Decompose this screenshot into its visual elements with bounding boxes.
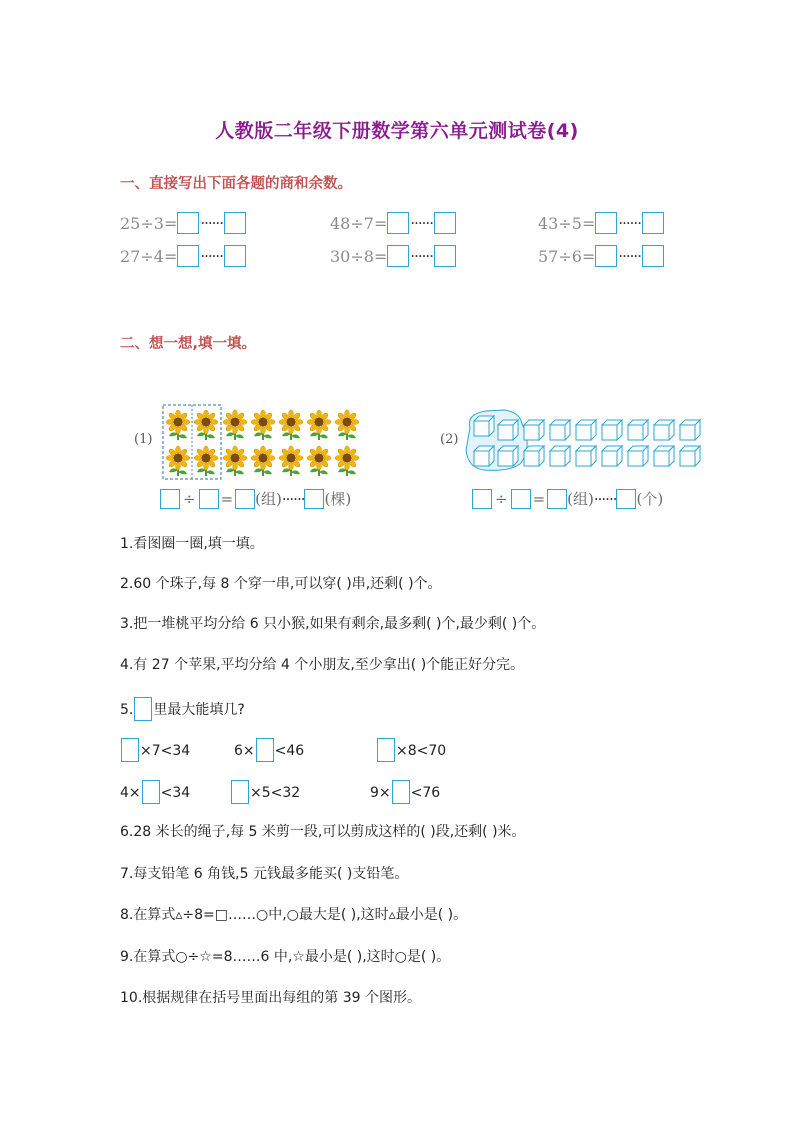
quotient-box[interactable] [595,212,617,234]
answer-box[interactable] [231,780,249,804]
answer-box[interactable] [256,738,274,762]
picture-1-label: (1) [134,432,153,447]
quotient-box[interactable] [387,245,409,267]
answer-box[interactable] [547,489,567,509]
fill-row-2 [472,488,663,509]
answer-box[interactable] [142,780,160,804]
question-5-number: 5. [120,702,134,718]
answer-box[interactable] [160,489,180,509]
equation-text: 48÷7= [330,213,388,233]
divide-sign: ÷ [495,489,508,508]
inequality-text: 9× [370,785,391,801]
equation-row [120,210,246,236]
remainder-box[interactable] [434,212,456,234]
inequality-text: 4× [120,785,141,801]
dots: ······ [618,214,641,232]
dots: ······ [281,489,305,508]
question-5-text: 里最大能填几? [153,702,245,718]
equation-text: 25÷3= [120,213,178,233]
question-2: 2.60 个珠子,每 8 个穿一串,可以穿( )串,还剩( )个。 [120,576,442,592]
equation-row [330,243,456,269]
answer-box[interactable] [511,489,531,509]
inequality-c [376,738,446,762]
answer-box[interactable] [134,697,152,721]
inequality-text: <76 [410,785,441,801]
unit-label: (组) [567,490,594,508]
equals-sign: = [532,489,546,508]
dots: ······ [593,489,617,508]
question-5 [120,697,245,721]
question-7: 7.每支铅笔 6 角钱,5 元钱最多能买( )支铅笔。 [120,866,409,882]
quotient-box[interactable] [177,212,199,234]
sunflower-picture [160,402,370,482]
question-6: 6.28 米长的绳子,每 5 米剪一段,可以剪成这样的( )段,还剩( )米。 [120,824,526,840]
question-4: 4.有 27 个苹果,平均分给 4 个小朋友,至少拿出( )个能正好分完。 [120,657,525,673]
dots: ······ [410,247,433,265]
inequality-f [370,780,440,804]
answer-box[interactable] [616,489,636,509]
equation-row [538,243,664,269]
remainder-box[interactable] [642,212,664,234]
remainder-box[interactable] [642,245,664,267]
page-title: 人教版二年级下册数学第六单元测试卷(4) [215,120,579,142]
inequality-text: <46 [274,743,305,759]
inequality-text: <34 [160,785,191,801]
answer-box[interactable] [235,489,255,509]
equation-row [120,243,246,269]
unit-label: (棵) [324,490,352,508]
inequality-e [230,780,300,804]
inequality-text: ×8<70 [396,743,447,759]
remainder-box[interactable] [434,245,456,267]
dots: ······ [410,214,433,232]
inequality-text: ×7<34 [140,743,191,759]
quotient-box[interactable] [387,212,409,234]
cube-picture [464,408,710,474]
inequality-d [120,780,190,804]
section-2-heading: 二、想一想,填一填。 [120,336,257,352]
inequality-text: ×5<32 [250,785,301,801]
unit-label: (组) [255,490,282,508]
equation-text: 57÷6= [538,246,596,266]
dots: ······ [200,214,223,232]
picture-2-label: (2) [440,432,459,447]
remainder-box[interactable] [224,245,246,267]
inequality-a [120,738,190,762]
answer-box[interactable] [377,738,395,762]
answer-box[interactable] [121,738,139,762]
inequality-text: 6× [234,743,255,759]
question-10: 10.根据规律在括号里面出每组的第 39 个图形。 [120,990,421,1006]
equation-text: 30÷8= [330,246,388,266]
remainder-box[interactable] [224,212,246,234]
equation-row [538,210,664,236]
question-1: 1.看图圈一圈,填一填。 [120,536,264,552]
quotient-box[interactable] [177,245,199,267]
unit-label: (个) [636,490,664,508]
question-9: 9.在算式○÷☆=8……6 中,☆最小是( ),这时○是( )。 [120,949,451,965]
dots: ······ [618,247,641,265]
divide-sign: ÷ [183,489,196,508]
answer-box[interactable] [304,489,324,509]
quotient-box[interactable] [595,245,617,267]
equation-row [330,210,456,236]
answer-box[interactable] [472,489,492,509]
answer-box[interactable] [392,780,410,804]
equation-text: 43÷5= [538,213,596,233]
dots: ······ [200,247,223,265]
inequality-b [234,738,304,762]
equation-text: 27÷4= [120,246,178,266]
fill-row-1 [160,488,351,509]
answer-box[interactable] [199,489,219,509]
question-8: 8.在算式▵÷8=□……○中,○最大是( ),这时▵最小是( )。 [120,907,468,923]
equals-sign: = [220,489,234,508]
section-1-heading: 一、直接写出下面各题的商和余数。 [120,176,352,192]
question-3: 3.把一堆桃平均分给 6 只小猴,如果有剩余,最多剩( )个,最少剩( )个。 [120,616,546,632]
